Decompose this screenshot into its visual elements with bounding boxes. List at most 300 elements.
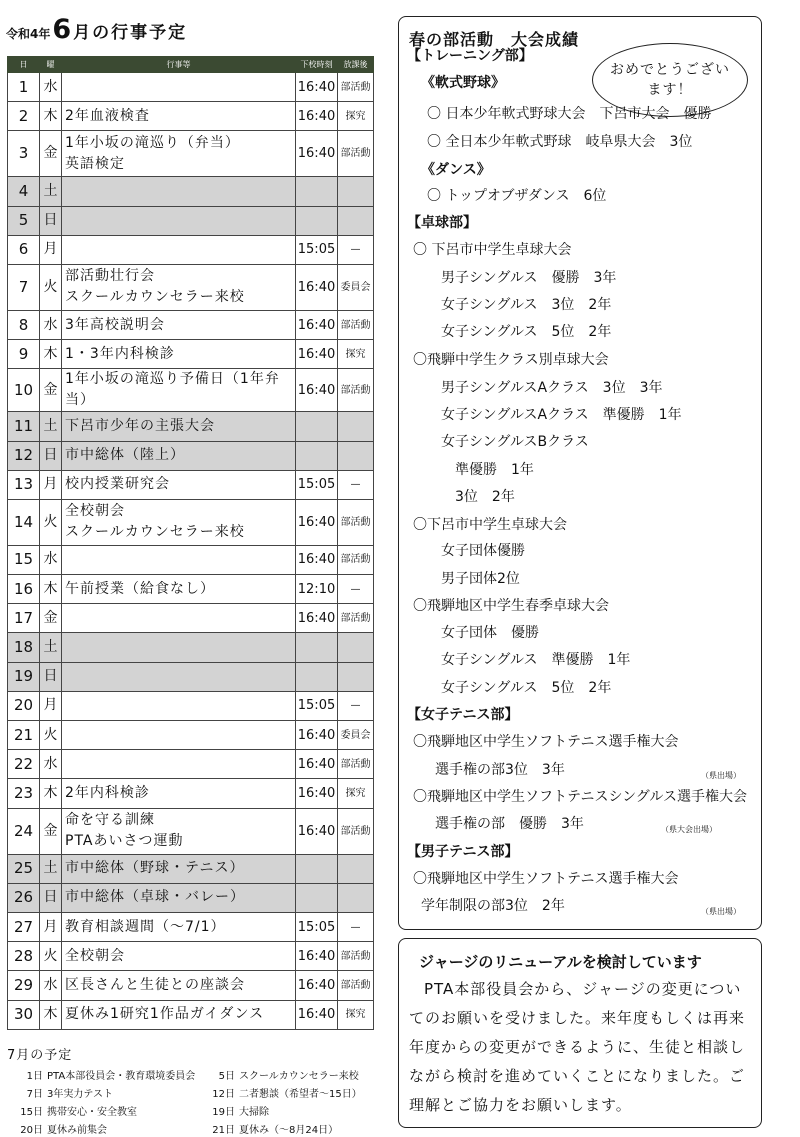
july-item-date: 15日 — [20, 1107, 43, 1118]
row-event — [62, 971, 296, 1000]
row-event-line: 全校朝会 — [65, 503, 125, 520]
results-line-text: 女子シングルスBクラス — [441, 434, 589, 450]
row-after — [338, 177, 374, 206]
row-after — [338, 206, 374, 235]
row-event — [62, 662, 296, 691]
results-line-text: 【トレーニング部】 — [407, 48, 533, 64]
schedule-title — [6, 14, 187, 54]
row-day: 30 — [8, 1000, 40, 1029]
results-category — [407, 706, 518, 724]
row-weekday: 金 — [40, 604, 62, 633]
july-item-text: スクールカウンセラー来校 — [239, 1071, 359, 1082]
schedule-body — [8, 73, 374, 1030]
row-day: 6 — [8, 235, 40, 264]
row-event-line: 市中総体（卓球・バレー） — [65, 889, 245, 906]
jersey-notice — [398, 938, 762, 1128]
results-item — [441, 406, 682, 424]
results-line-text: 女子シングルス 5位 2年 — [441, 324, 612, 340]
schedule-row — [8, 340, 374, 369]
row-after: 委員会 — [338, 264, 374, 310]
july-item-text: 夏休み前集会 — [47, 1125, 107, 1136]
row-event-line: 1年小坂の滝巡り（弁当） — [65, 134, 240, 151]
july-item — [7, 1121, 199, 1136]
row-time: 16:40 — [296, 369, 338, 412]
results-item — [413, 597, 609, 615]
results-line-text: 〇飛騨地区中学生ソフトテニス選手権大会 — [413, 871, 679, 887]
results-item — [435, 761, 741, 780]
row-after: 探究 — [338, 779, 374, 808]
results-line-text: 準優勝 1年 — [455, 462, 534, 478]
results-item — [413, 516, 567, 534]
results-line-text: 学年制限の部3位 2年 — [421, 898, 565, 914]
results-item — [421, 897, 741, 916]
row-event — [62, 942, 296, 971]
july-item — [199, 1067, 377, 1082]
row-time: 15:05 — [296, 235, 338, 264]
row-time: 16:40 — [296, 721, 338, 750]
row-time: 15:05 — [296, 470, 338, 499]
row-weekday: 火 — [40, 499, 62, 545]
row-time: 16:40 — [296, 1000, 338, 1029]
row-time — [296, 441, 338, 470]
results-line-text: 3位 2年 — [455, 489, 515, 505]
schedule-row — [8, 912, 374, 941]
row-event-line-2: 英語検定 — [65, 155, 125, 172]
row-after: 部活動 — [338, 73, 374, 102]
row-weekday: 日 — [40, 206, 62, 235]
row-time — [296, 412, 338, 441]
row-weekday: 日 — [40, 883, 62, 912]
results-line-text: 男子団体2位 — [441, 571, 520, 587]
row-event-line: 1・3年内科検診 — [65, 345, 175, 362]
row-event — [62, 131, 296, 177]
row-event-line: 市中総体（野球・テニス） — [65, 860, 245, 877]
july-item — [7, 1103, 199, 1118]
results-line-text: 女子シングルス 準優勝 1年 — [441, 652, 631, 668]
row-after — [338, 633, 374, 662]
schedule-row — [8, 177, 374, 206]
row-weekday: 金 — [40, 808, 62, 854]
row-time — [296, 662, 338, 691]
row-time: 16:40 — [296, 131, 338, 177]
row-event — [62, 441, 296, 470]
row-event — [62, 883, 296, 912]
results-item — [455, 461, 534, 479]
schedule-row — [8, 854, 374, 883]
row-time — [296, 854, 338, 883]
july-item-text: 二者懇談（希望者～15日） — [239, 1089, 362, 1100]
results-line-text: 【卓球部】 — [407, 215, 477, 231]
row-event — [62, 633, 296, 662]
results-line-note: （県出場） — [701, 771, 741, 780]
row-weekday: 金 — [40, 131, 62, 177]
row-event — [62, 1000, 296, 1029]
row-event — [62, 499, 296, 545]
row-event-line: 夏休み1研究1作品ガイダンス — [65, 1006, 265, 1023]
results-line-text: 〇 日本少年軟式野球大会 下呂市大会 優勝 — [427, 106, 712, 122]
row-after — [338, 883, 374, 912]
july-item-date: 7日 — [26, 1089, 43, 1100]
results-item — [441, 323, 611, 341]
row-time: 16:40 — [296, 545, 338, 574]
row-day: 28 — [8, 942, 40, 971]
schedule-table — [7, 56, 374, 1030]
row-weekday: 水 — [40, 310, 62, 339]
results-line-text: 《ダンス》 — [421, 162, 491, 178]
july-item — [199, 1121, 377, 1136]
row-after: 部活動 — [338, 310, 374, 339]
results-item — [427, 187, 606, 205]
row-event — [62, 206, 296, 235]
results-category — [407, 843, 518, 861]
row-day: 2 — [8, 102, 40, 131]
row-event — [62, 912, 296, 941]
schedule-row — [8, 971, 374, 1000]
july-item-text: PTA本部役員会・教育環境委員会 — [47, 1071, 196, 1082]
row-after — [338, 662, 374, 691]
results-item — [413, 870, 678, 888]
schedule-row — [8, 235, 374, 264]
results-item — [413, 733, 678, 751]
row-time: 16:40 — [296, 750, 338, 779]
row-event-line: 2年内科検診 — [65, 784, 150, 801]
row-after — [338, 441, 374, 470]
row-event-line: 教育相談週間（～7/1） — [65, 918, 226, 935]
row-day: 13 — [8, 470, 40, 499]
row-event-line: 部活動壮行会 — [65, 268, 155, 285]
schedule-row — [8, 73, 374, 102]
results-line-text: 〇 下呂市中学生卓球大会 — [413, 242, 572, 258]
row-day: 18 — [8, 633, 40, 662]
row-after: — — [338, 575, 374, 604]
row-day: 3 — [8, 131, 40, 177]
results-line-text: 〇 全日本少年軟式野球 岐阜県大会 3位 — [427, 134, 693, 150]
results-line-text: 男子シングルスAクラス 3位 3年 — [441, 380, 663, 396]
results-item — [413, 241, 571, 259]
row-event — [62, 73, 296, 102]
july-item — [7, 1067, 199, 1082]
results-category — [407, 214, 477, 232]
row-day: 26 — [8, 883, 40, 912]
row-day: 9 — [8, 340, 40, 369]
row-time: 16:40 — [296, 310, 338, 339]
row-event — [62, 412, 296, 441]
row-weekday: 土 — [40, 412, 62, 441]
row-event-line: 3年高校説明会 — [65, 316, 165, 333]
results-line-text: 〇 トップオブザダンス 6位 — [427, 188, 607, 204]
row-time: 15:05 — [296, 912, 338, 941]
row-weekday: 日 — [40, 662, 62, 691]
july-item-text: 3年実力テスト — [47, 1089, 113, 1100]
row-after: — — [338, 470, 374, 499]
row-weekday: 火 — [40, 942, 62, 971]
row-after: — — [338, 235, 374, 264]
schedule-title-month: 6 — [52, 14, 72, 45]
schedule-header-row — [8, 57, 374, 73]
schedule-row — [8, 441, 374, 470]
row-time — [296, 883, 338, 912]
row-event — [62, 750, 296, 779]
jersey-body: PTA本部役員会から、ジャージの変更についてのお願いを受けました。来年度もしくは再来年度からの変更ができるように、生徒と相談しながら検討を進めていくことになりました。ご理解とご協力をお願いします。 — [409, 980, 746, 1114]
july-item-date: 12日 — [212, 1089, 235, 1100]
row-time: 16:40 — [296, 499, 338, 545]
row-weekday: 木 — [40, 779, 62, 808]
row-weekday: 水 — [40, 750, 62, 779]
schedule-row — [8, 1000, 374, 1029]
results-box — [398, 16, 762, 930]
july-item — [199, 1085, 377, 1100]
results-item — [427, 105, 711, 123]
row-event — [62, 545, 296, 574]
row-day: 20 — [8, 691, 40, 720]
schedule-row — [8, 750, 374, 779]
july-item-text: 携帯安心・安全教室 — [47, 1107, 137, 1118]
row-event — [62, 575, 296, 604]
row-day: 11 — [8, 412, 40, 441]
row-day: 8 — [8, 310, 40, 339]
row-after: 探究 — [338, 102, 374, 131]
row-after: 部活動 — [338, 604, 374, 633]
row-day: 15 — [8, 545, 40, 574]
results-item — [441, 379, 663, 397]
row-day: 4 — [8, 177, 40, 206]
schedule-row — [8, 633, 374, 662]
schedule-row — [8, 691, 374, 720]
row-after — [338, 412, 374, 441]
header-day: 日 — [8, 57, 40, 73]
schedule-title-rest: 月の行事予定 — [73, 23, 188, 43]
july-item — [199, 1103, 377, 1118]
results-item — [427, 133, 692, 151]
results-subcategory — [421, 161, 491, 179]
row-time: 16:40 — [296, 971, 338, 1000]
row-event-line: 命を守る訓練 — [65, 812, 155, 829]
schedule-row — [8, 604, 374, 633]
results-line-text: 選手権の部3位 3年 — [435, 762, 565, 778]
results-line-text: 〇下呂市中学生卓球大会 — [413, 517, 567, 533]
header-time: 下校時刻 — [296, 57, 338, 73]
schedule-row — [8, 942, 374, 971]
results-title: 春の部活動 大会成績 — [409, 30, 580, 49]
row-event-line: 下呂市少年の主張大会 — [65, 417, 215, 434]
schedule-row — [8, 779, 374, 808]
row-event-line-2: スクールカウンセラー来校 — [65, 524, 245, 541]
row-weekday: 水 — [40, 971, 62, 1000]
row-time: 16:40 — [296, 779, 338, 808]
schedule-row — [8, 102, 374, 131]
schedule-row — [8, 721, 374, 750]
row-weekday: 木 — [40, 575, 62, 604]
row-weekday: 土 — [40, 854, 62, 883]
row-day: 10 — [8, 369, 40, 412]
row-time — [296, 206, 338, 235]
schedule-row — [8, 206, 374, 235]
july-list — [7, 1067, 377, 1136]
july-item-text: 大掃除 — [239, 1107, 269, 1118]
row-weekday: 金 — [40, 369, 62, 412]
row-after: 部活動 — [338, 750, 374, 779]
row-weekday: 火 — [40, 721, 62, 750]
row-event-line: 市中総体（陸上） — [65, 447, 185, 464]
row-weekday: 月 — [40, 235, 62, 264]
results-item — [441, 651, 630, 669]
results-subcategory — [421, 74, 505, 92]
schedule-row — [8, 412, 374, 441]
row-after: 部活動 — [338, 808, 374, 854]
july-item-date: 1日 — [26, 1071, 43, 1082]
row-time: 16:40 — [296, 604, 338, 633]
results-item — [441, 269, 616, 287]
results-line-text: 男子シングルス 優勝 3年 — [441, 270, 617, 286]
results-line-text: 〇飛騨中学生クラス別卓球大会 — [413, 352, 609, 368]
results-item — [435, 815, 717, 834]
row-weekday: 木 — [40, 1000, 62, 1029]
results-line-text: 選手権の部 優勝 3年 — [435, 816, 584, 832]
results-line-text: 【女子テニス部】 — [407, 707, 519, 723]
header-event: 行事等 — [62, 57, 296, 73]
row-day: 25 — [8, 854, 40, 883]
results-item — [441, 296, 611, 314]
row-event — [62, 691, 296, 720]
july-item-date: 5日 — [218, 1071, 235, 1082]
row-day: 27 — [8, 912, 40, 941]
row-event-line-2: PTAあいさつ運動 — [65, 833, 184, 850]
row-time: 16:40 — [296, 340, 338, 369]
schedule-row — [8, 883, 374, 912]
row-event-line-2: スクールカウンセラー来校 — [65, 289, 245, 306]
row-day: 19 — [8, 662, 40, 691]
schedule-row — [8, 264, 374, 310]
row-event — [62, 235, 296, 264]
results-line-text: 女子シングルス 3位 2年 — [441, 297, 612, 313]
row-event — [62, 779, 296, 808]
results-line-text: 女子団体 優勝 — [441, 625, 539, 641]
jersey-title: ジャージのリニューアルを検討しています — [419, 953, 702, 971]
results-line-text: 女子シングルス 5位 2年 — [441, 680, 612, 696]
row-after: 探究 — [338, 340, 374, 369]
row-event — [62, 721, 296, 750]
row-weekday: 火 — [40, 264, 62, 310]
row-day: 14 — [8, 499, 40, 545]
row-time: 16:40 — [296, 808, 338, 854]
row-after: — — [338, 691, 374, 720]
july-item-date: 19日 — [212, 1107, 235, 1118]
july-item-date: 20日 — [20, 1125, 43, 1136]
row-event — [62, 310, 296, 339]
july-item-text: 夏休み（～8月24日） — [239, 1125, 339, 1136]
row-after: 部活動 — [338, 499, 374, 545]
results-line-text: 〇飛騨地区中学生ソフトテニスシングルス選手権大会 — [413, 789, 747, 805]
results-category — [407, 47, 533, 65]
row-time: 16:40 — [296, 264, 338, 310]
row-event — [62, 177, 296, 206]
row-event-line: 校内授業研究会 — [65, 476, 170, 493]
schedule-row — [8, 499, 374, 545]
results-line-text: 〇飛騨地区中学生春季卓球大会 — [413, 598, 609, 614]
results-line-text: 女子シングルスAクラス 準優勝 1年 — [441, 407, 682, 423]
schedule-row — [8, 369, 374, 412]
results-line-note: （県出場） — [701, 907, 741, 916]
results-line-text: 《軟式野球》 — [421, 75, 505, 91]
row-after: 部活動 — [338, 971, 374, 1000]
results-line-note: （県大会出場） — [661, 825, 717, 834]
schedule-row — [8, 470, 374, 499]
row-after: 探究 — [338, 1000, 374, 1029]
results-line-text: 【男子テニス部】 — [407, 844, 519, 860]
schedule-row — [8, 575, 374, 604]
row-event-line: 全校朝会 — [65, 947, 125, 964]
row-time: 16:40 — [296, 102, 338, 131]
row-day: 29 — [8, 971, 40, 1000]
row-time: 16:40 — [296, 942, 338, 971]
row-after: 部活動 — [338, 545, 374, 574]
row-after: 委員会 — [338, 721, 374, 750]
results-item — [413, 351, 609, 369]
schedule-title-era: 令和4年 — [6, 27, 51, 41]
july-title: 7月の予定 — [7, 1048, 73, 1063]
july-item-date: 21日 — [212, 1125, 235, 1136]
row-time: 16:40 — [296, 73, 338, 102]
row-day: 16 — [8, 575, 40, 604]
row-time: 12:10 — [296, 575, 338, 604]
results-item — [455, 488, 515, 506]
results-item — [441, 624, 539, 642]
row-day: 12 — [8, 441, 40, 470]
july-item — [7, 1085, 199, 1100]
row-time — [296, 633, 338, 662]
row-day: 22 — [8, 750, 40, 779]
row-event — [62, 369, 296, 412]
row-event-line: 区長さんと生徒との座談会 — [65, 976, 245, 993]
row-day: 24 — [8, 808, 40, 854]
july-plans — [7, 1044, 377, 1136]
row-event-line: 2年血液検査 — [65, 107, 150, 124]
schedule-row — [8, 808, 374, 854]
row-weekday: 日 — [40, 441, 62, 470]
row-weekday: 土 — [40, 633, 62, 662]
results-item — [441, 542, 525, 560]
row-event — [62, 264, 296, 310]
row-after: 部活動 — [338, 131, 374, 177]
results-item — [413, 788, 747, 806]
row-day: 5 — [8, 206, 40, 235]
row-weekday: 月 — [40, 912, 62, 941]
row-event-line: 1年小坂の滝巡り予備日（1年弁当） — [65, 371, 280, 409]
row-day: 7 — [8, 264, 40, 310]
row-after: — — [338, 912, 374, 941]
row-time: 15:05 — [296, 691, 338, 720]
results-item — [441, 433, 589, 451]
row-weekday: 水 — [40, 73, 62, 102]
schedule-row — [8, 545, 374, 574]
schedule-row — [8, 662, 374, 691]
row-time — [296, 177, 338, 206]
row-event — [62, 808, 296, 854]
row-weekday: 木 — [40, 102, 62, 131]
schedule-row — [8, 131, 374, 177]
row-weekday: 月 — [40, 470, 62, 499]
results-line-text: 女子団体優勝 — [441, 543, 525, 559]
row-day: 21 — [8, 721, 40, 750]
results-line-text: 〇飛騨地区中学生ソフトテニス選手権大会 — [413, 734, 679, 750]
row-after: 部活動 — [338, 942, 374, 971]
row-weekday: 水 — [40, 545, 62, 574]
header-after: 放課後 — [338, 57, 374, 73]
row-event-line: 午前授業（給食なし） — [65, 580, 215, 597]
row-day: 1 — [8, 73, 40, 102]
row-event — [62, 102, 296, 131]
row-day: 23 — [8, 779, 40, 808]
